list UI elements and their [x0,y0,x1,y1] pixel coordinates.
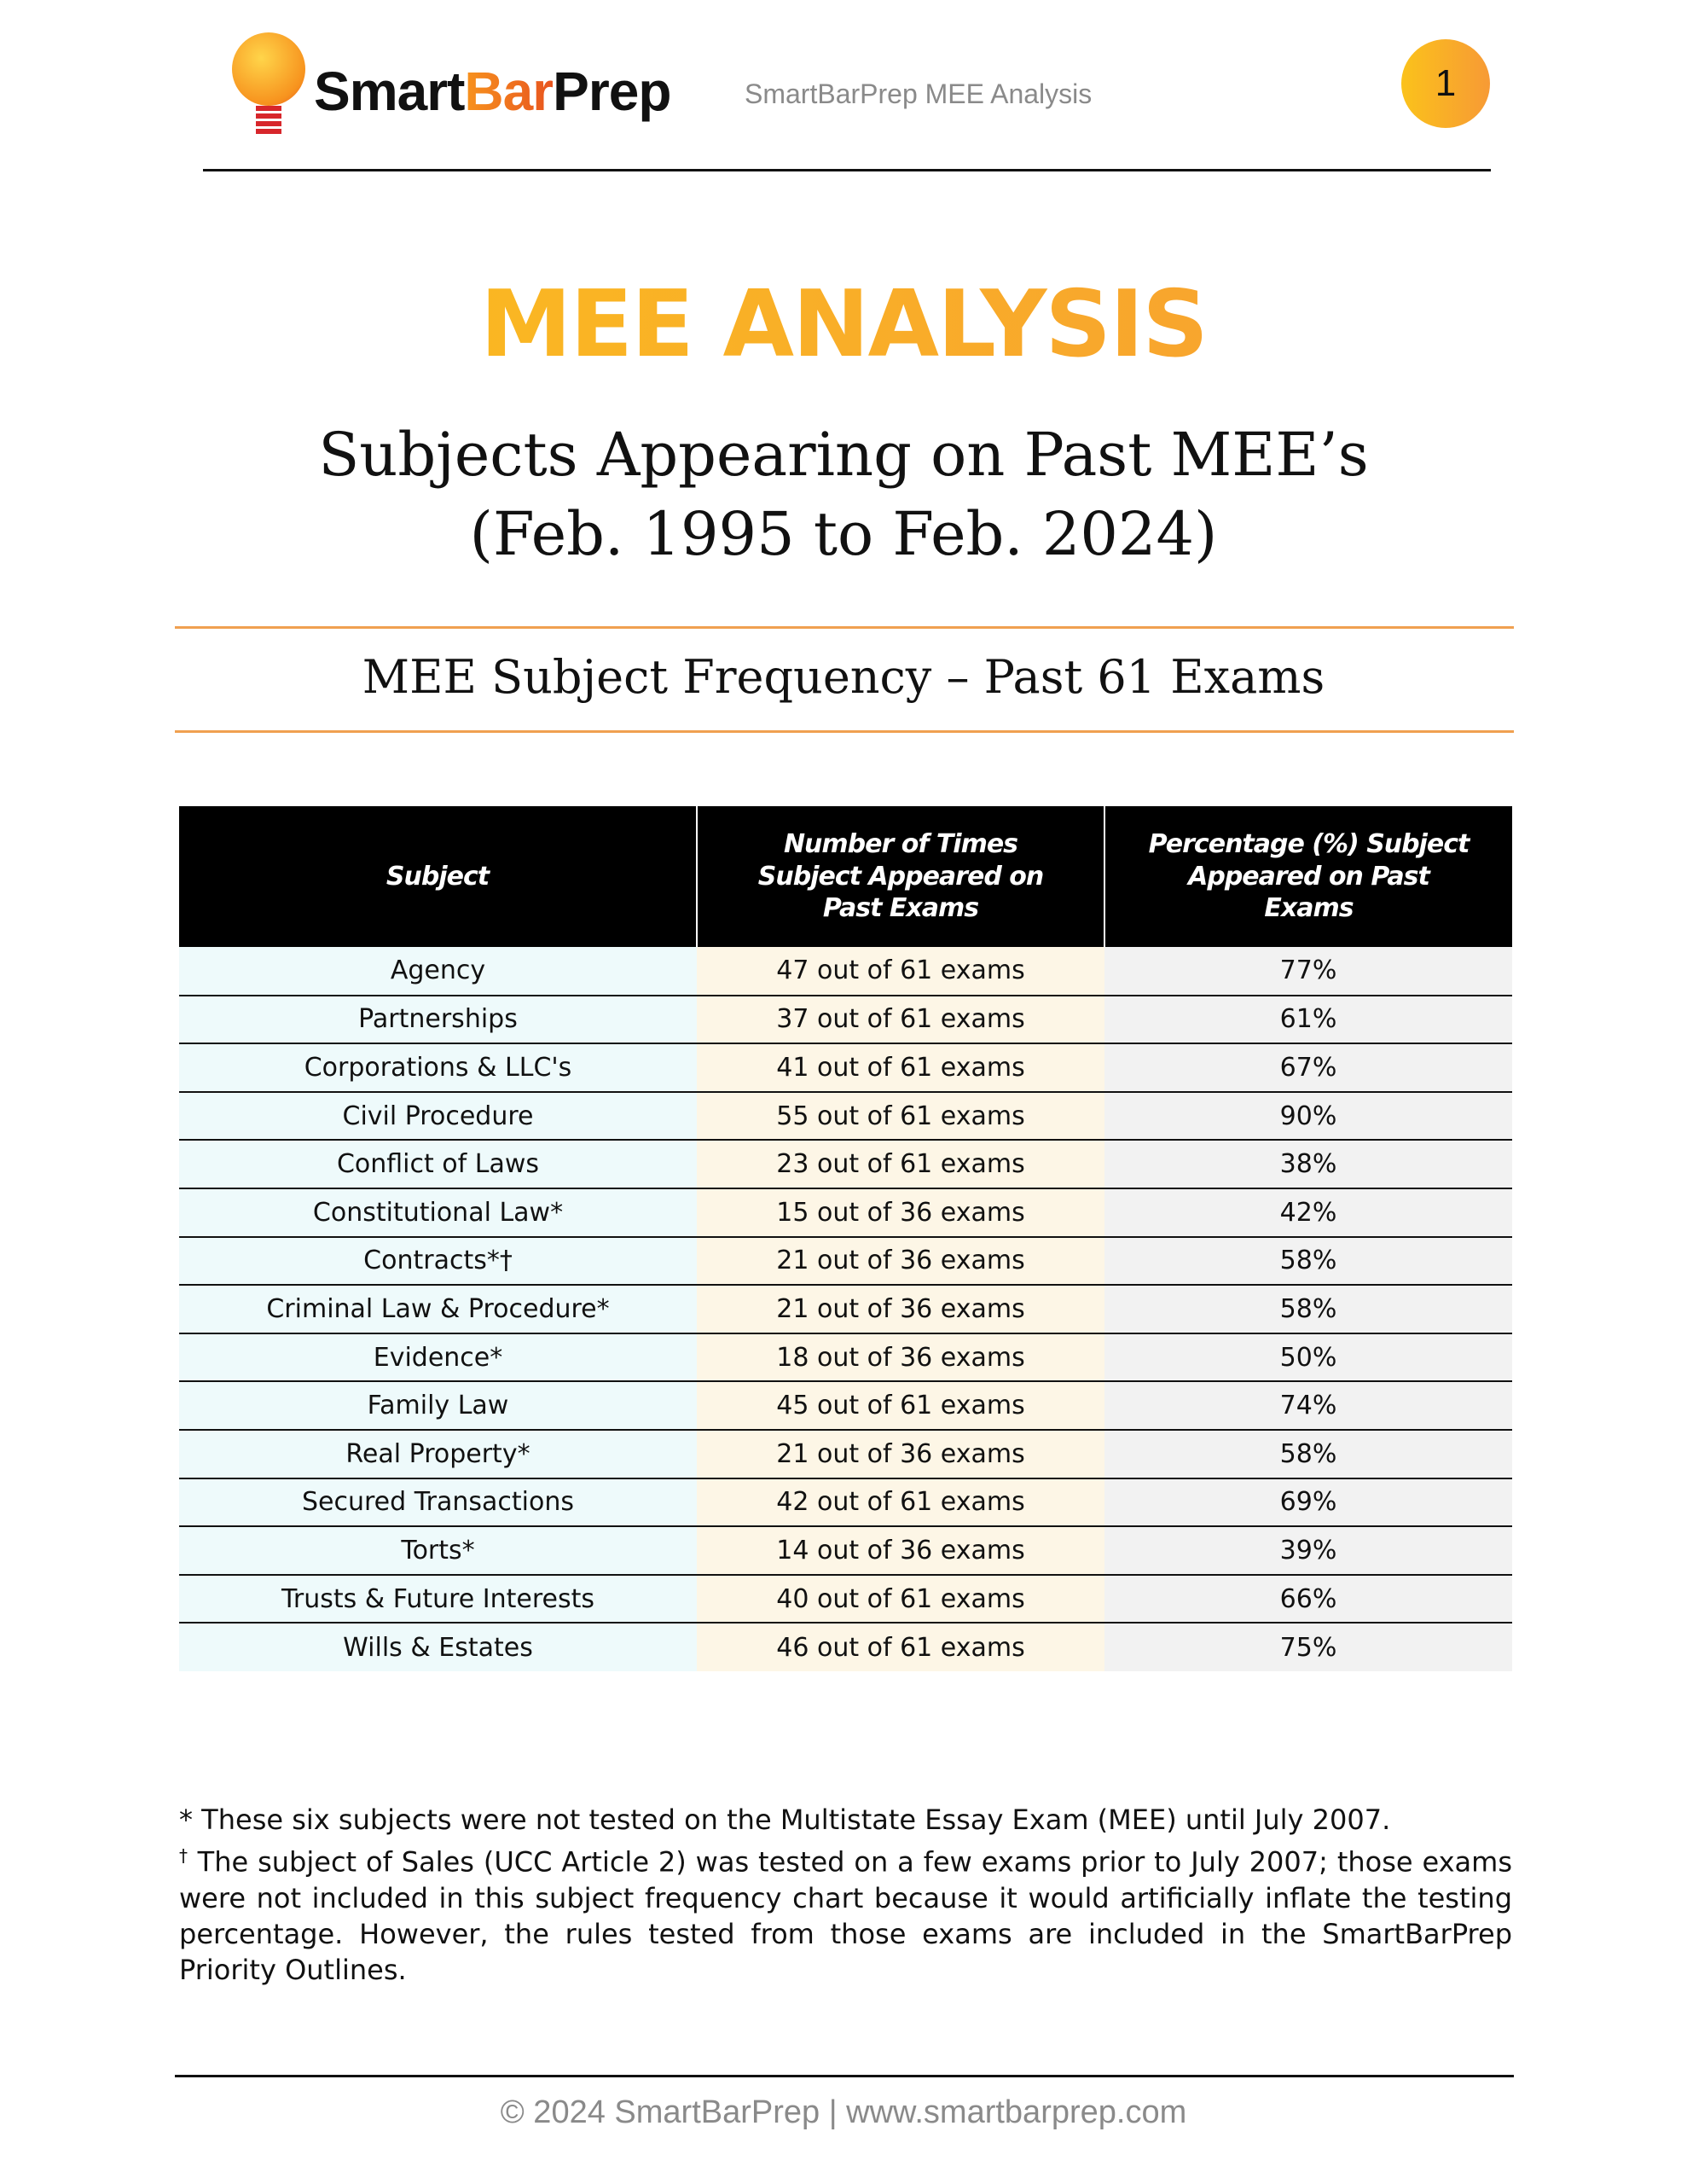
subject-cell: Conflict of Laws [179,1140,697,1188]
times-cell: 42 out of 61 exams [697,1478,1104,1527]
times-cell: 46 out of 61 exams [697,1623,1104,1671]
percentage-cell: 90% [1104,1092,1512,1141]
percentage-cell: 66% [1104,1575,1512,1623]
subtitle-line2: (Feb. 1995 to Feb. 2024) [469,499,1218,569]
table-row [179,1623,1512,1671]
header-divider [203,169,1491,171]
footnotes [179,1802,1512,1988]
table-row [179,947,1512,996]
table-row [179,1333,1512,1382]
times-cell: 45 out of 61 exams [697,1381,1104,1430]
table-row [179,1285,1512,1333]
table-row [179,1430,1512,1478]
header-subject: Subject [179,806,697,947]
subject-cell: Real Property* [179,1430,697,1478]
times-cell: 41 out of 61 exams [697,1043,1104,1092]
table-header-row [179,806,1512,947]
table-row [179,1526,1512,1575]
header-percentage: Percentage (%) Subject Appeared on Past Exams [1104,806,1512,947]
percentage-cell: 58% [1104,1430,1512,1478]
subject-cell: Criminal Law & Procedure* [179,1285,697,1333]
logo [232,32,671,139]
subject-frequency-table [179,806,1512,1671]
subject-cell: Contracts*† [179,1237,697,1286]
header-times: Number of Times Subject Appeared on Past Exams [697,806,1104,947]
lightbulb-base-icon [256,106,281,135]
percentage-cell: 77% [1104,947,1512,996]
subject-cell: Evidence* [179,1333,697,1382]
dagger-mark: † [179,1845,188,1866]
times-cell: 15 out of 36 exams [697,1188,1104,1237]
times-cell: 14 out of 36 exams [697,1526,1104,1575]
logo-text-smart: Smart [314,61,465,122]
subject-cell: Secured Transactions [179,1478,697,1527]
times-cell: 23 out of 61 exams [697,1140,1104,1188]
header-doc-title: SmartBarPrep MEE Analysis [745,78,1093,109]
logo-text [314,60,670,123]
lightbulb-icon [232,32,305,106]
percentage-cell: 58% [1104,1237,1512,1286]
table-row [179,1092,1512,1141]
section-divider-top [175,626,1514,629]
table-row [179,1237,1512,1286]
table-row [179,996,1512,1044]
page-title: MEE ANALYSIS [0,271,1687,378]
subject-cell: Constitutional Law* [179,1188,697,1237]
percentage-cell: 75% [1104,1623,1512,1671]
percentage-cell: 50% [1104,1333,1512,1382]
percentage-cell: 69% [1104,1478,1512,1527]
footer-text: © 2024 SmartBarPrep | www.smartbarprep.com [500,2094,1187,2130]
section-title: MEE Subject Frequency – Past 61 Exams [362,650,1325,704]
times-cell: 21 out of 36 exams [697,1237,1104,1286]
percentage-cell: 38% [1104,1140,1512,1188]
percentage-cell: 42% [1104,1188,1512,1237]
subject-cell: Trusts & Future Interests [179,1575,697,1623]
percentage-cell: 39% [1104,1526,1512,1575]
subtitle-line1: Subjects Appearing on Past MEE’s [318,420,1369,490]
times-cell: 18 out of 36 exams [697,1333,1104,1382]
percentage-cell: 58% [1104,1285,1512,1333]
section-divider-bottom [175,730,1514,733]
page-number-badge: 1 [1401,39,1490,128]
subject-cell: Agency [179,947,697,996]
subject-cell: Partnerships [179,996,697,1044]
footer-divider [175,2075,1514,2077]
footnote-dagger-text: The subject of Sales (UCC Article 2) was tested on a few exams prior to July 2007; those exams were not included in this subject frequency chart because it would artificially inflate the testing percentage. However, the rules tested from those exams are included in the SmartBarPrep Priority Outlines. [179,1845,1513,1986]
footnote-dagger [179,1838,1512,1988]
table-row [179,1188,1512,1237]
subject-cell: Wills & Estates [179,1623,697,1671]
times-cell: 40 out of 61 exams [697,1575,1104,1623]
subject-cell: Corporations & LLC's [179,1043,697,1092]
logo-text-bar: Bar [464,61,554,122]
percentage-cell: 61% [1104,996,1512,1044]
subject-cell: Torts* [179,1526,697,1575]
subject-cell: Family Law [179,1381,697,1430]
footnote-asterisk: * These six subjects were not tested on the Multistate Essay Exam (MEE) until July 2007. [179,1804,1391,1836]
percentage-cell: 67% [1104,1043,1512,1092]
times-cell: 21 out of 36 exams [697,1285,1104,1333]
times-cell: 47 out of 61 exams [697,947,1104,996]
table-row [179,1140,1512,1188]
times-cell: 37 out of 61 exams [697,996,1104,1044]
table-row [179,1478,1512,1527]
table-row [179,1043,1512,1092]
subject-cell: Civil Procedure [179,1092,697,1141]
logo-text-prep: Prep [553,61,671,122]
table-row [179,1381,1512,1430]
times-cell: 55 out of 61 exams [697,1092,1104,1141]
table-row [179,1575,1512,1623]
times-cell: 21 out of 36 exams [697,1430,1104,1478]
percentage-cell: 74% [1104,1381,1512,1430]
